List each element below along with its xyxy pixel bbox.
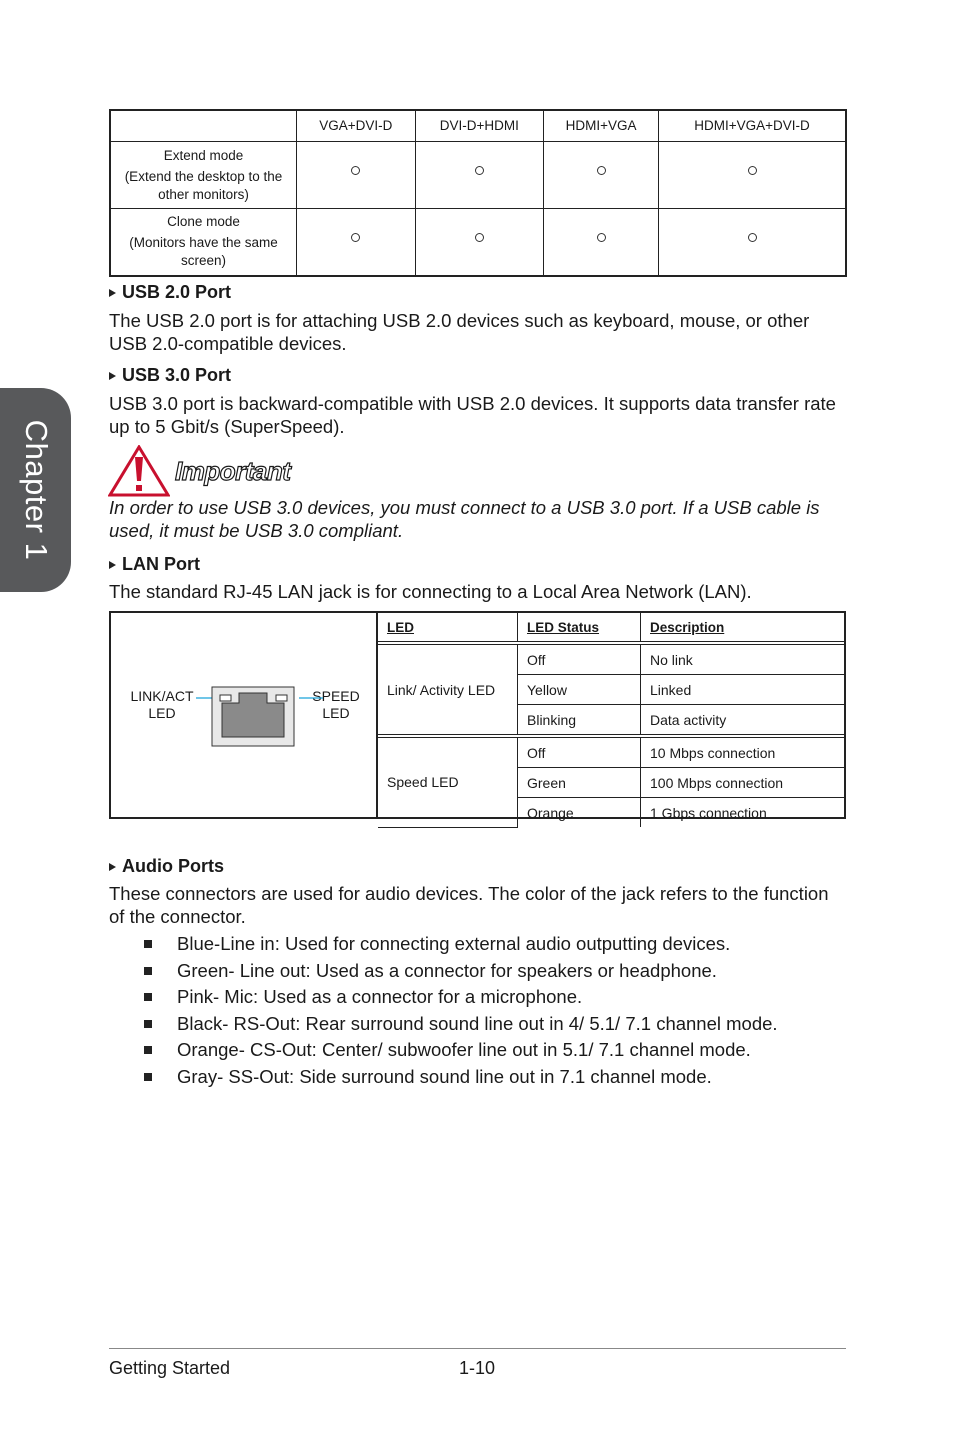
mode-cell: [110, 209, 297, 276]
footer-section: Getting Started: [109, 1358, 231, 1378]
list-item: Orange- CS-Out: Center/ subwoofer line out in 5.1/ 7.1 channel mode.: [144, 1037, 778, 1064]
link-act-led-label: [127, 688, 197, 722]
led-status-cell: Yellow: [518, 675, 641, 705]
lan-led-table: [109, 611, 846, 819]
supported-mark: [597, 233, 606, 242]
support-cell: [297, 209, 416, 276]
speed-led-label-line1: SPEED: [312, 688, 360, 704]
supported-mark: [597, 166, 606, 175]
audio-paragraph: These connectors are used for audio devices. The color of the jack refers to the function of the connector.: [109, 883, 829, 927]
link-act-led-label-line2: LED: [148, 705, 176, 721]
chapter-tab: [0, 388, 71, 592]
supported-mark: [475, 233, 484, 242]
led-status-cell: Orange: [518, 798, 641, 828]
led-status-cell: Off: [518, 738, 641, 768]
table-header-cell: Description: [641, 613, 847, 642]
audio-heading-text: Audio Ports: [122, 856, 224, 876]
led-description-cell: 100 Mbps connection: [641, 768, 847, 798]
mode-note: (Extend the desktop to the other monitors): [124, 168, 283, 202]
important-title: Important: [175, 456, 291, 486]
led-description-cell: Data activity: [641, 705, 847, 735]
lan-paragraph: The standard RJ-45 LAN jack is for connecting to a Local Area Network (LAN).: [109, 581, 752, 602]
led-status-cell: Blinking: [518, 705, 641, 735]
support-cell: [659, 209, 846, 276]
support-cell: [544, 209, 659, 276]
footer-divider: [109, 1348, 846, 1349]
support-cell: [544, 142, 659, 209]
led-description-cell: 1 Gbps connection: [641, 798, 847, 828]
table-row: [378, 645, 846, 675]
display-mode-table: [109, 109, 847, 277]
link-act-led-label-line1: LINK/ACT: [130, 688, 194, 704]
usb2-paragraph: The USB 2.0 port is for attaching USB 2.0 devices such as keyboard, mouse, or other USB 2.0-compatible devices.: [109, 310, 810, 354]
supported-mark: [475, 166, 484, 175]
list-item: Blue-Line in: Used for connecting external audio outputting devices.: [144, 931, 778, 958]
led-status-table: [378, 613, 846, 828]
chapter-tab-label: Chapter 1: [19, 419, 54, 561]
mode-name: Clone mode: [167, 214, 240, 230]
lan-heading-text: LAN Port: [122, 554, 200, 574]
led-name-cell: Link/ Activity LED: [378, 645, 518, 735]
triangle-marker-icon: [109, 561, 116, 569]
table-header-cell: [110, 110, 297, 142]
support-cell: [415, 142, 543, 209]
table-header-cell: DVI-D+HDMI: [415, 110, 543, 142]
led-status-cell: Off: [518, 645, 641, 675]
list-item: Green- Line out: Used as a connector for speakers or headphone.: [144, 958, 778, 985]
led-status-cell: Green: [518, 768, 641, 798]
led-description-cell: No link: [641, 645, 847, 675]
table-header-row: [110, 110, 846, 142]
list-item: Black- RS-Out: Rear surround sound line out in 4/ 5.1/ 7.1 channel mode.: [144, 1011, 778, 1038]
speed-led-label-line2: LED: [322, 705, 350, 721]
supported-mark: [748, 233, 757, 242]
support-cell: [659, 142, 846, 209]
important-paragraph: In order to use USB 3.0 devices, you must connect to a USB 3.0 port. If a USB cable is used, it must be USB 3.0 compliant.: [109, 497, 820, 541]
table-header-row: [378, 613, 846, 642]
led-description-cell: 10 Mbps connection: [641, 738, 847, 768]
triangle-marker-icon: [109, 372, 116, 380]
support-cell: [297, 142, 416, 209]
list-item: Pink- Mic: Used as a connector for a microphone.: [144, 984, 778, 1011]
table-header-cell: LED Status: [518, 613, 641, 642]
warning-icon: [108, 445, 170, 497]
usb3-paragraph: USB 3.0 port is backward-compatible with USB 2.0 devices. It supports data transfer rate up to 5 Gbit/s (SuperSpeed).: [109, 393, 836, 437]
mode-note: (Monitors have the same screen): [129, 235, 278, 269]
mode-cell: [110, 142, 297, 209]
triangle-marker-icon: [109, 863, 116, 871]
lan-heading: [109, 554, 200, 575]
table-row: [378, 738, 846, 768]
table-row: [110, 142, 846, 209]
table-header-cell: HDMI+VGA+DVI-D: [659, 110, 846, 142]
rj45-jack-icon: [195, 685, 325, 749]
led-description-cell: Linked: [641, 675, 847, 705]
audio-port-list: [144, 931, 778, 1090]
led-name-cell: Speed LED: [378, 738, 518, 828]
list-item: Gray- SS-Out: Side surround sound line out in 7.1 channel mode.: [144, 1064, 778, 1091]
mode-name: Extend mode: [163, 147, 244, 163]
triangle-marker-icon: [109, 289, 116, 297]
usb2-heading-text: USB 2.0 Port: [122, 282, 232, 302]
usb3-heading: [109, 365, 231, 386]
usb3-heading-text: USB 3.0 Port: [122, 365, 232, 385]
table-row: [110, 209, 846, 276]
table-header-cell: VGA+DVI-D: [297, 110, 416, 142]
lan-diagram: [111, 613, 378, 817]
supported-mark: [351, 233, 360, 242]
supported-mark: [748, 166, 757, 175]
page-number: 1-10: [459, 1358, 496, 1378]
usb2-heading: [109, 282, 231, 303]
table-header-cell: HDMI+VGA: [544, 110, 659, 142]
support-cell: [415, 209, 543, 276]
supported-mark: [351, 166, 360, 175]
table-header-cell: LED: [378, 613, 518, 642]
audio-heading: [109, 856, 224, 877]
